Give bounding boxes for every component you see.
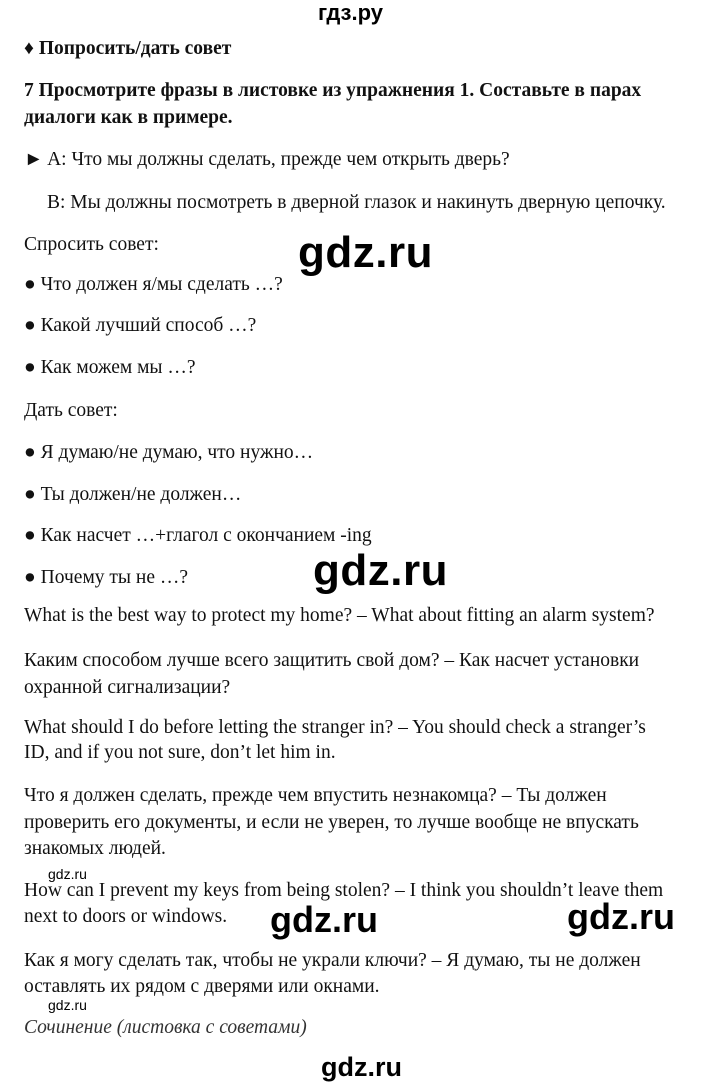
give-advice-item: ● Почему ты не …? — [24, 567, 189, 588]
give-advice-item: ● Как насчет …+глагол с окончанием -ing — [24, 525, 372, 546]
watermark: gdz.ru — [567, 896, 675, 937]
ask-advice-item: ● Как можем мы …? — [24, 357, 196, 378]
watermark: gdz.ru — [298, 228, 433, 277]
give-advice-label: Дать совет: — [24, 400, 118, 421]
footer-watermark: gdz.ru — [321, 1052, 402, 1082]
dialogue-line: What should I do before letting the stranger in? – You should check a stranger’s — [24, 717, 646, 738]
dialogue-line: проверить его документы, и если не уверен, то лучше вообще не впускать — [24, 812, 639, 833]
dialogue-line: оставлять их рядом с дверями или окнами. — [24, 976, 380, 997]
task-line-2: диалоги как в примере. — [24, 107, 233, 128]
dialogue-line: Как я могу сделать так, чтобы не украли ключи? – Я думаю, ты не должен — [24, 950, 641, 971]
section-heading: ♦ Попросить/дать совет — [24, 38, 232, 59]
dialogue-line: Что я должен сделать, прежде чем впустить незнакомца? – Ты должен — [24, 785, 607, 806]
header-watermark: гдз.ру — [318, 0, 383, 25]
ask-advice-item: ● Что должен я/мы сделать …? — [24, 274, 283, 295]
dialogue-line: How can I prevent my keys from being stolen? – I think you shouldn’t leave them — [24, 880, 664, 901]
task-line-1: 7 Просмотрите фразы в листовке из упражнения 1. Составьте в парах — [24, 80, 642, 101]
dialogue-line: знакомых людей. — [24, 838, 166, 859]
dialogue-line: Каким способом лучше всего защитить свой дом? – Как насчет установки — [24, 650, 640, 671]
footer-caption: Сочинение (листовка с советами) — [24, 1017, 307, 1038]
dialogue-line: ID, and if you not sure, don’t let him in. — [24, 742, 336, 763]
dialogue-line: next to doors or windows. — [24, 906, 228, 927]
small-watermark: gdz.ru — [48, 866, 87, 882]
give-advice-item: ● Я думаю/не думаю, что нужно… — [24, 442, 314, 463]
watermark: gdz.ru — [270, 899, 378, 940]
example-line-a: ► A: Что мы должны сделать, прежде чем открыть дверь? — [24, 149, 510, 170]
ask-advice-item: ● Какой лучший способ …? — [24, 315, 257, 336]
example-line-b: B: Мы должны посмотреть в дверной глазок и накинуть дверную цепочку. — [47, 192, 666, 213]
small-watermark: gdz.ru — [48, 997, 87, 1013]
dialogue-line: What is the best way to protect my home? – What about fitting an alarm system? — [24, 605, 655, 626]
give-advice-item: ● Ты должен/не должен… — [24, 484, 242, 505]
ask-advice-label: Спросить совет: — [24, 234, 159, 255]
dialogue-line: охранной сигнализации? — [24, 677, 231, 698]
watermark: gdz.ru — [313, 546, 448, 595]
